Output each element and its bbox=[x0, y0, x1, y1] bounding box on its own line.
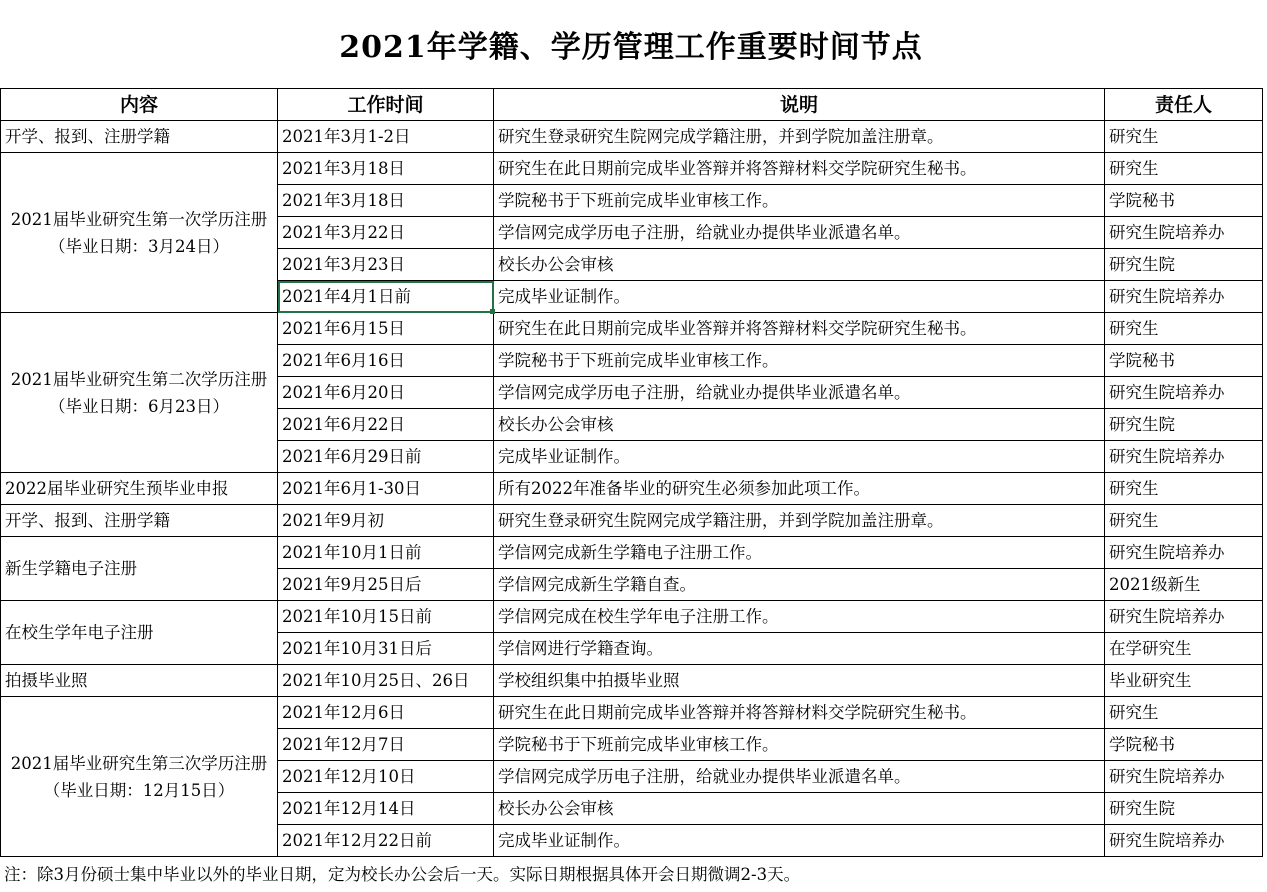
cell-time[interactable]: 2021年3月1-2日 bbox=[278, 121, 494, 153]
cell-time[interactable]: 2021年10月31日后 bbox=[278, 633, 494, 665]
cell-desc[interactable]: 学信网完成在校生学年电子注册工作。 bbox=[494, 601, 1105, 633]
cell-desc[interactable]: 学院秘书于下班前完成毕业审核工作。 bbox=[494, 185, 1105, 217]
cell-desc[interactable]: 校长办公会审核 bbox=[494, 249, 1105, 281]
cell-owner[interactable]: 研究生 bbox=[1105, 153, 1263, 185]
cell-owner[interactable]: 研究生院培养办 bbox=[1105, 217, 1263, 249]
cell-time-selected[interactable]: 2021年4月1日前 bbox=[278, 281, 494, 313]
cell-desc[interactable]: 学校组织集中拍摄毕业照 bbox=[494, 665, 1105, 697]
cell-owner[interactable]: 在学研究生 bbox=[1105, 633, 1263, 665]
cell-desc[interactable]: 学信网进行学籍查询。 bbox=[494, 633, 1105, 665]
cell-owner[interactable]: 研究生院 bbox=[1105, 249, 1263, 281]
cell-time[interactable]: 2021年12月14日 bbox=[278, 793, 494, 825]
cell-desc[interactable]: 学信网完成新生学籍自查。 bbox=[494, 569, 1105, 601]
cell-owner[interactable]: 研究生 bbox=[1105, 473, 1263, 505]
cell-owner[interactable]: 研究生 bbox=[1105, 121, 1263, 153]
table-row bbox=[1, 505, 1263, 537]
table-row bbox=[1, 121, 1263, 153]
table-row bbox=[1, 313, 1263, 345]
cell-content[interactable]: 开学、报到、注册学籍 bbox=[1, 121, 278, 153]
cell-owner[interactable]: 研究生院培养办 bbox=[1105, 537, 1263, 569]
cell-time[interactable]: 2021年6月22日 bbox=[278, 409, 494, 441]
cell-time[interactable]: 2021年9月初 bbox=[278, 505, 494, 537]
cell-owner[interactable]: 研究生院 bbox=[1105, 409, 1263, 441]
cell-time[interactable]: 2021年10月25日、26日 bbox=[278, 665, 494, 697]
cell-time[interactable]: 2021年12月22日前 bbox=[278, 825, 494, 857]
table-row bbox=[1, 153, 1263, 185]
cell-desc[interactable]: 校长办公会审核 bbox=[494, 409, 1105, 441]
cell-owner[interactable]: 学院秘书 bbox=[1105, 729, 1263, 761]
cell-desc[interactable]: 所有2022年准备毕业的研究生必须参加此项工作。 bbox=[494, 473, 1105, 505]
cell-owner[interactable]: 研究生院培养办 bbox=[1105, 825, 1263, 857]
header-row bbox=[1, 89, 1263, 121]
cell-owner[interactable]: 研究生院培养办 bbox=[1105, 601, 1263, 633]
cell-desc[interactable]: 研究生在此日期前完成毕业答辩并将答辩材料交学院研究生秘书。 bbox=[494, 313, 1105, 345]
cell-desc[interactable]: 学信网完成学历电子注册，给就业办提供毕业派遣名单。 bbox=[494, 217, 1105, 249]
cell-content[interactable]: 拍摄毕业照 bbox=[1, 665, 278, 697]
cell-owner[interactable]: 毕业研究生 bbox=[1105, 665, 1263, 697]
cell-desc[interactable]: 学院秘书于下班前完成毕业审核工作。 bbox=[494, 729, 1105, 761]
cell-time[interactable]: 2021年6月29日前 bbox=[278, 441, 494, 473]
selection-fill-handle[interactable] bbox=[490, 309, 495, 314]
cell-desc[interactable]: 学信网完成学历电子注册，给就业办提供毕业派遣名单。 bbox=[494, 761, 1105, 793]
cell-desc[interactable]: 完成毕业证制作。 bbox=[494, 441, 1105, 473]
cell-time[interactable]: 2021年12月7日 bbox=[278, 729, 494, 761]
cell-time[interactable]: 2021年3月18日 bbox=[278, 185, 494, 217]
cell-time[interactable]: 2021年3月23日 bbox=[278, 249, 494, 281]
cell-desc[interactable]: 研究生登录研究生院网完成学籍注册，并到学院加盖注册章。 bbox=[494, 121, 1105, 153]
cell-owner[interactable]: 研究生 bbox=[1105, 697, 1263, 729]
cell-time[interactable]: 2021年6月1-30日 bbox=[278, 473, 494, 505]
cell-time[interactable]: 2021年9月25日后 bbox=[278, 569, 494, 601]
header-desc[interactable]: 说明 bbox=[494, 89, 1105, 121]
cell-time[interactable]: 2021年6月15日 bbox=[278, 313, 494, 345]
cell-desc[interactable]: 校长办公会审核 bbox=[494, 793, 1105, 825]
cell-time[interactable]: 2021年6月16日 bbox=[278, 345, 494, 377]
table-row bbox=[1, 665, 1263, 697]
cell-content-merged[interactable]: 2021届毕业研究生第二次学历注册（毕业日期：6月23日） bbox=[1, 313, 278, 473]
table-row bbox=[1, 473, 1263, 505]
cell-time[interactable]: 2021年12月6日 bbox=[278, 697, 494, 729]
cell-content-merged[interactable]: 2021届毕业研究生第一次学历注册（毕业日期：3月24日） bbox=[1, 153, 278, 313]
cell-content[interactable]: 2022届毕业研究生预毕业申报 bbox=[1, 473, 278, 505]
cell-desc[interactable]: 学信网完成学历电子注册，给就业办提供毕业派遣名单。 bbox=[494, 377, 1105, 409]
cell-owner[interactable]: 2021级新生 bbox=[1105, 569, 1263, 601]
cell-time[interactable]: 2021年10月1日前 bbox=[278, 537, 494, 569]
schedule-table bbox=[0, 88, 1263, 857]
header-time[interactable]: 工作时间 bbox=[278, 89, 494, 121]
table-row bbox=[1, 697, 1263, 729]
cell-time[interactable]: 2021年3月18日 bbox=[278, 153, 494, 185]
cell-desc[interactable]: 学院秘书于下班前完成毕业审核工作。 bbox=[494, 345, 1105, 377]
header-owner[interactable]: 责任人 bbox=[1105, 89, 1263, 121]
cell-time[interactable]: 2021年12月10日 bbox=[278, 761, 494, 793]
cell-desc[interactable]: 学信网完成新生学籍电子注册工作。 bbox=[494, 537, 1105, 569]
cell-desc[interactable]: 研究生登录研究生院网完成学籍注册，并到学院加盖注册章。 bbox=[494, 505, 1105, 537]
cell-desc[interactable]: 完成毕业证制作。 bbox=[494, 281, 1105, 313]
cell-owner[interactable]: 研究生院培养办 bbox=[1105, 377, 1263, 409]
cell-owner[interactable]: 学院秘书 bbox=[1105, 345, 1263, 377]
cell-owner[interactable]: 学院秘书 bbox=[1105, 185, 1263, 217]
sheet-title[interactable]: 2021年学籍、学历管理工作重要时间节点 bbox=[339, 30, 923, 65]
table-row bbox=[1, 601, 1263, 633]
cell-content[interactable]: 开学、报到、注册学籍 bbox=[1, 505, 278, 537]
cell-content-merged[interactable]: 新生学籍电子注册 bbox=[1, 537, 278, 601]
cell-owner[interactable]: 研究生院 bbox=[1105, 793, 1263, 825]
cell-time[interactable]: 2021年3月22日 bbox=[278, 217, 494, 249]
cell-owner[interactable]: 研究生 bbox=[1105, 505, 1263, 537]
cell-owner[interactable]: 研究生院培养办 bbox=[1105, 281, 1263, 313]
cell-content-merged[interactable]: 在校生学年电子注册 bbox=[1, 601, 278, 665]
footnote[interactable]: 注：除3月份硕士集中毕业以外的毕业日期，定为校长办公会后一天。实际日期根据具体开会日期微调2-3天。 bbox=[4, 865, 801, 884]
cell-time[interactable]: 2021年10月15日前 bbox=[278, 601, 494, 633]
cell-desc[interactable]: 研究生在此日期前完成毕业答辩并将答辩材料交学院研究生秘书。 bbox=[494, 153, 1105, 185]
header-content[interactable]: 内容 bbox=[1, 89, 278, 121]
cell-owner[interactable]: 研究生 bbox=[1105, 313, 1263, 345]
table-row bbox=[1, 537, 1263, 569]
cell-time[interactable]: 2021年6月20日 bbox=[278, 377, 494, 409]
cell-desc[interactable]: 研究生在此日期前完成毕业答辩并将答辩材料交学院研究生秘书。 bbox=[494, 697, 1105, 729]
cell-owner[interactable]: 研究生院培养办 bbox=[1105, 441, 1263, 473]
cell-owner[interactable]: 研究生院培养办 bbox=[1105, 761, 1263, 793]
cell-content-merged[interactable]: 2021届毕业研究生第三次学历注册（毕业日期：12月15日） bbox=[1, 697, 278, 857]
cell-desc[interactable]: 完成毕业证制作。 bbox=[494, 825, 1105, 857]
